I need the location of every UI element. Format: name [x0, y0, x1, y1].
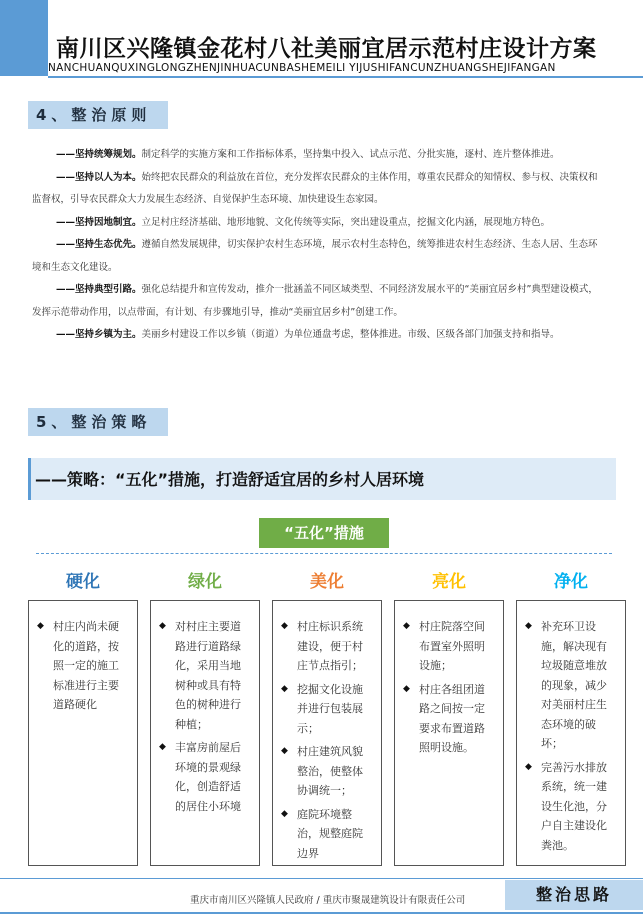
- principle-lead: ——坚持典型引路。: [56, 284, 142, 295]
- measure-box: [516, 600, 626, 866]
- page-subtitle-pinyin: NANCHUANQUXINGLONGZHENJINHUACUNBASHEMEILI YIJUSHIFANCUNZHUANGSHEJIFANGAN: [48, 62, 556, 74]
- diamond-bullet-icon: ◆: [403, 621, 410, 631]
- list-item: [281, 805, 373, 864]
- measure-item-text: 村庄标识系统建设，便于村庄节点指引；: [297, 620, 363, 672]
- measure-item-text: 村庄院落空间布置室外照明设施；: [419, 620, 485, 672]
- footer-divider: [0, 878, 643, 879]
- principle-lead: ——坚持因地制宜。: [56, 216, 142, 228]
- measure-item-text: 挖掘文化设施并进行包装展示；: [297, 682, 363, 735]
- measure-title: 绿化: [188, 572, 222, 592]
- list-item: [281, 742, 373, 801]
- strategy-banner-text: ——策略：“五化”措施，打造舒适宜居的乡村人居环境: [35, 470, 425, 489]
- diamond-bullet-icon: ◆: [159, 742, 166, 752]
- principle-lead: ——坚持统筹规划。: [56, 149, 142, 160]
- list-item: [281, 617, 373, 676]
- principle-item: [32, 234, 604, 279]
- measure-title: 亮化: [432, 572, 466, 592]
- principle-lead: ——坚持乡镇为主。: [56, 329, 142, 340]
- principle-text: 强化总结提升和宣传发动，推介一批涵盖不同区域类型、不同经济发展水平的“美丽宜居乡村”典型建设模式，发挥示范带动作用，以点带面，有计划、有步骤地引导，推动“美丽宜居乡村”创建工作。: [32, 284, 598, 318]
- principles-list: [32, 144, 604, 347]
- diamond-bullet-icon: ◆: [281, 621, 288, 631]
- measure-list: [273, 601, 381, 863]
- principle-text: 始终把农民群众的利益放在首位，充分发挥农民群众的主体作用，尊重农民群众的知情权、参与权、决策权和监督权，引导农民群众大力发展生态经济、自觉保护生态环境、加快建设生态家园。: [32, 171, 598, 205]
- diamond-bullet-icon: ◆: [281, 808, 288, 819]
- principle-item: [32, 212, 604, 235]
- section-5-heading: 5、整治策略: [28, 408, 168, 436]
- footer-organizations: 重庆市南川区兴隆镇人民政府 / 重庆市聚晟建筑设计有限责任公司: [190, 895, 466, 906]
- principle-item: [32, 324, 604, 347]
- diamond-bullet-icon: ◆: [281, 746, 288, 756]
- measure-item-text: 完善污水排放系统，统一建设生化池，分户自主建设化粪池。: [541, 760, 607, 852]
- principle-item: [32, 144, 604, 167]
- measure-item-text: 补充环卫设施，解决现有垃圾随意堆放的现象，减少对美丽村庄生态环境的破坏；: [541, 620, 607, 750]
- footer-bottom-rule: [0, 912, 643, 914]
- list-item: [159, 617, 251, 734]
- principle-item: [32, 279, 604, 324]
- measure-item-text: 村庄各组团道路之间按一定要求布置道路照明设施。: [419, 682, 485, 754]
- measure-list: [395, 601, 503, 758]
- list-item: [281, 680, 373, 739]
- measure-box: [272, 600, 382, 866]
- list-item: [159, 738, 251, 816]
- principle-text: 立足村庄经济基础、地形地貌、文化传统等实际，突出建设重点，挖掘文化内涵，展现地方特色。: [141, 216, 551, 228]
- measure-item-text: 丰富房前屋后环境的景观绿化，创造舒适的居住小环境: [175, 741, 241, 813]
- header: [48, 0, 643, 78]
- measure-item-text: 村庄内尚未硬化的道路，按照一定的施工标准进行主要道路硬化: [53, 620, 119, 711]
- wuhua-measures-label: “五化”措施: [259, 518, 389, 548]
- list-item: [403, 617, 495, 676]
- measure-title: 净化: [554, 572, 588, 592]
- principle-lead: ——坚持以人为本。: [56, 171, 142, 183]
- footer-section-tag: 整治思路: [505, 880, 643, 910]
- measure-list: [517, 601, 625, 855]
- measure-title: 硬化: [66, 572, 100, 592]
- measure-list: [29, 601, 137, 715]
- diamond-bullet-icon: ◆: [403, 683, 410, 694]
- header-accent-block: [0, 0, 48, 76]
- measure-item-text: 村庄建筑风貌整治，使整体协调统一；: [297, 745, 363, 797]
- list-item: [37, 617, 129, 715]
- measure-box: [394, 600, 504, 866]
- diamond-bullet-icon: ◆: [281, 683, 288, 694]
- section-4-heading: 4、整治原则: [28, 101, 168, 129]
- diamond-bullet-icon: ◆: [525, 761, 532, 772]
- list-item: [525, 758, 617, 856]
- diamond-bullet-icon: ◆: [525, 621, 532, 631]
- measure-item-text: 庭院环境整治，规整庭院边界: [297, 807, 363, 860]
- list-item: [403, 680, 495, 758]
- measure-item-text: 对村庄主要道路进行道路绿化，采用当地树种或具有特色的树种进行种植；: [175, 620, 241, 731]
- list-item: [525, 617, 617, 754]
- principle-text: 遵循自然发展规律，切实保护农村生态环境，展示农村生态特色，统筹推进农村生态经济、生态人居、生态环境和生态文化建设。: [32, 239, 598, 273]
- principle-text: 美丽乡村建设工作以乡镇（街道）为单位通盘考虑，整体推进。市级、区级各部门加强支持和指导。: [141, 329, 560, 340]
- measure-box: [28, 600, 138, 866]
- measure-title: 美化: [310, 572, 344, 592]
- diamond-bullet-icon: ◆: [159, 621, 166, 631]
- diamond-bullet-icon: ◆: [37, 621, 44, 631]
- measure-list: [151, 601, 259, 816]
- dashed-divider: [36, 553, 612, 554]
- strategy-banner: [28, 458, 616, 500]
- page-title: 南川区兴隆镇金花村八社美丽宜居示范村庄设计方案: [56, 36, 597, 62]
- measure-box: [150, 600, 260, 866]
- principle-text: 制定科学的实施方案和工作指标体系，坚持集中投入、试点示范、分批实施，逐村、连片整体推进。: [141, 149, 560, 160]
- principle-lead: ——坚持生态优先。: [56, 239, 142, 250]
- principle-item: [32, 167, 604, 212]
